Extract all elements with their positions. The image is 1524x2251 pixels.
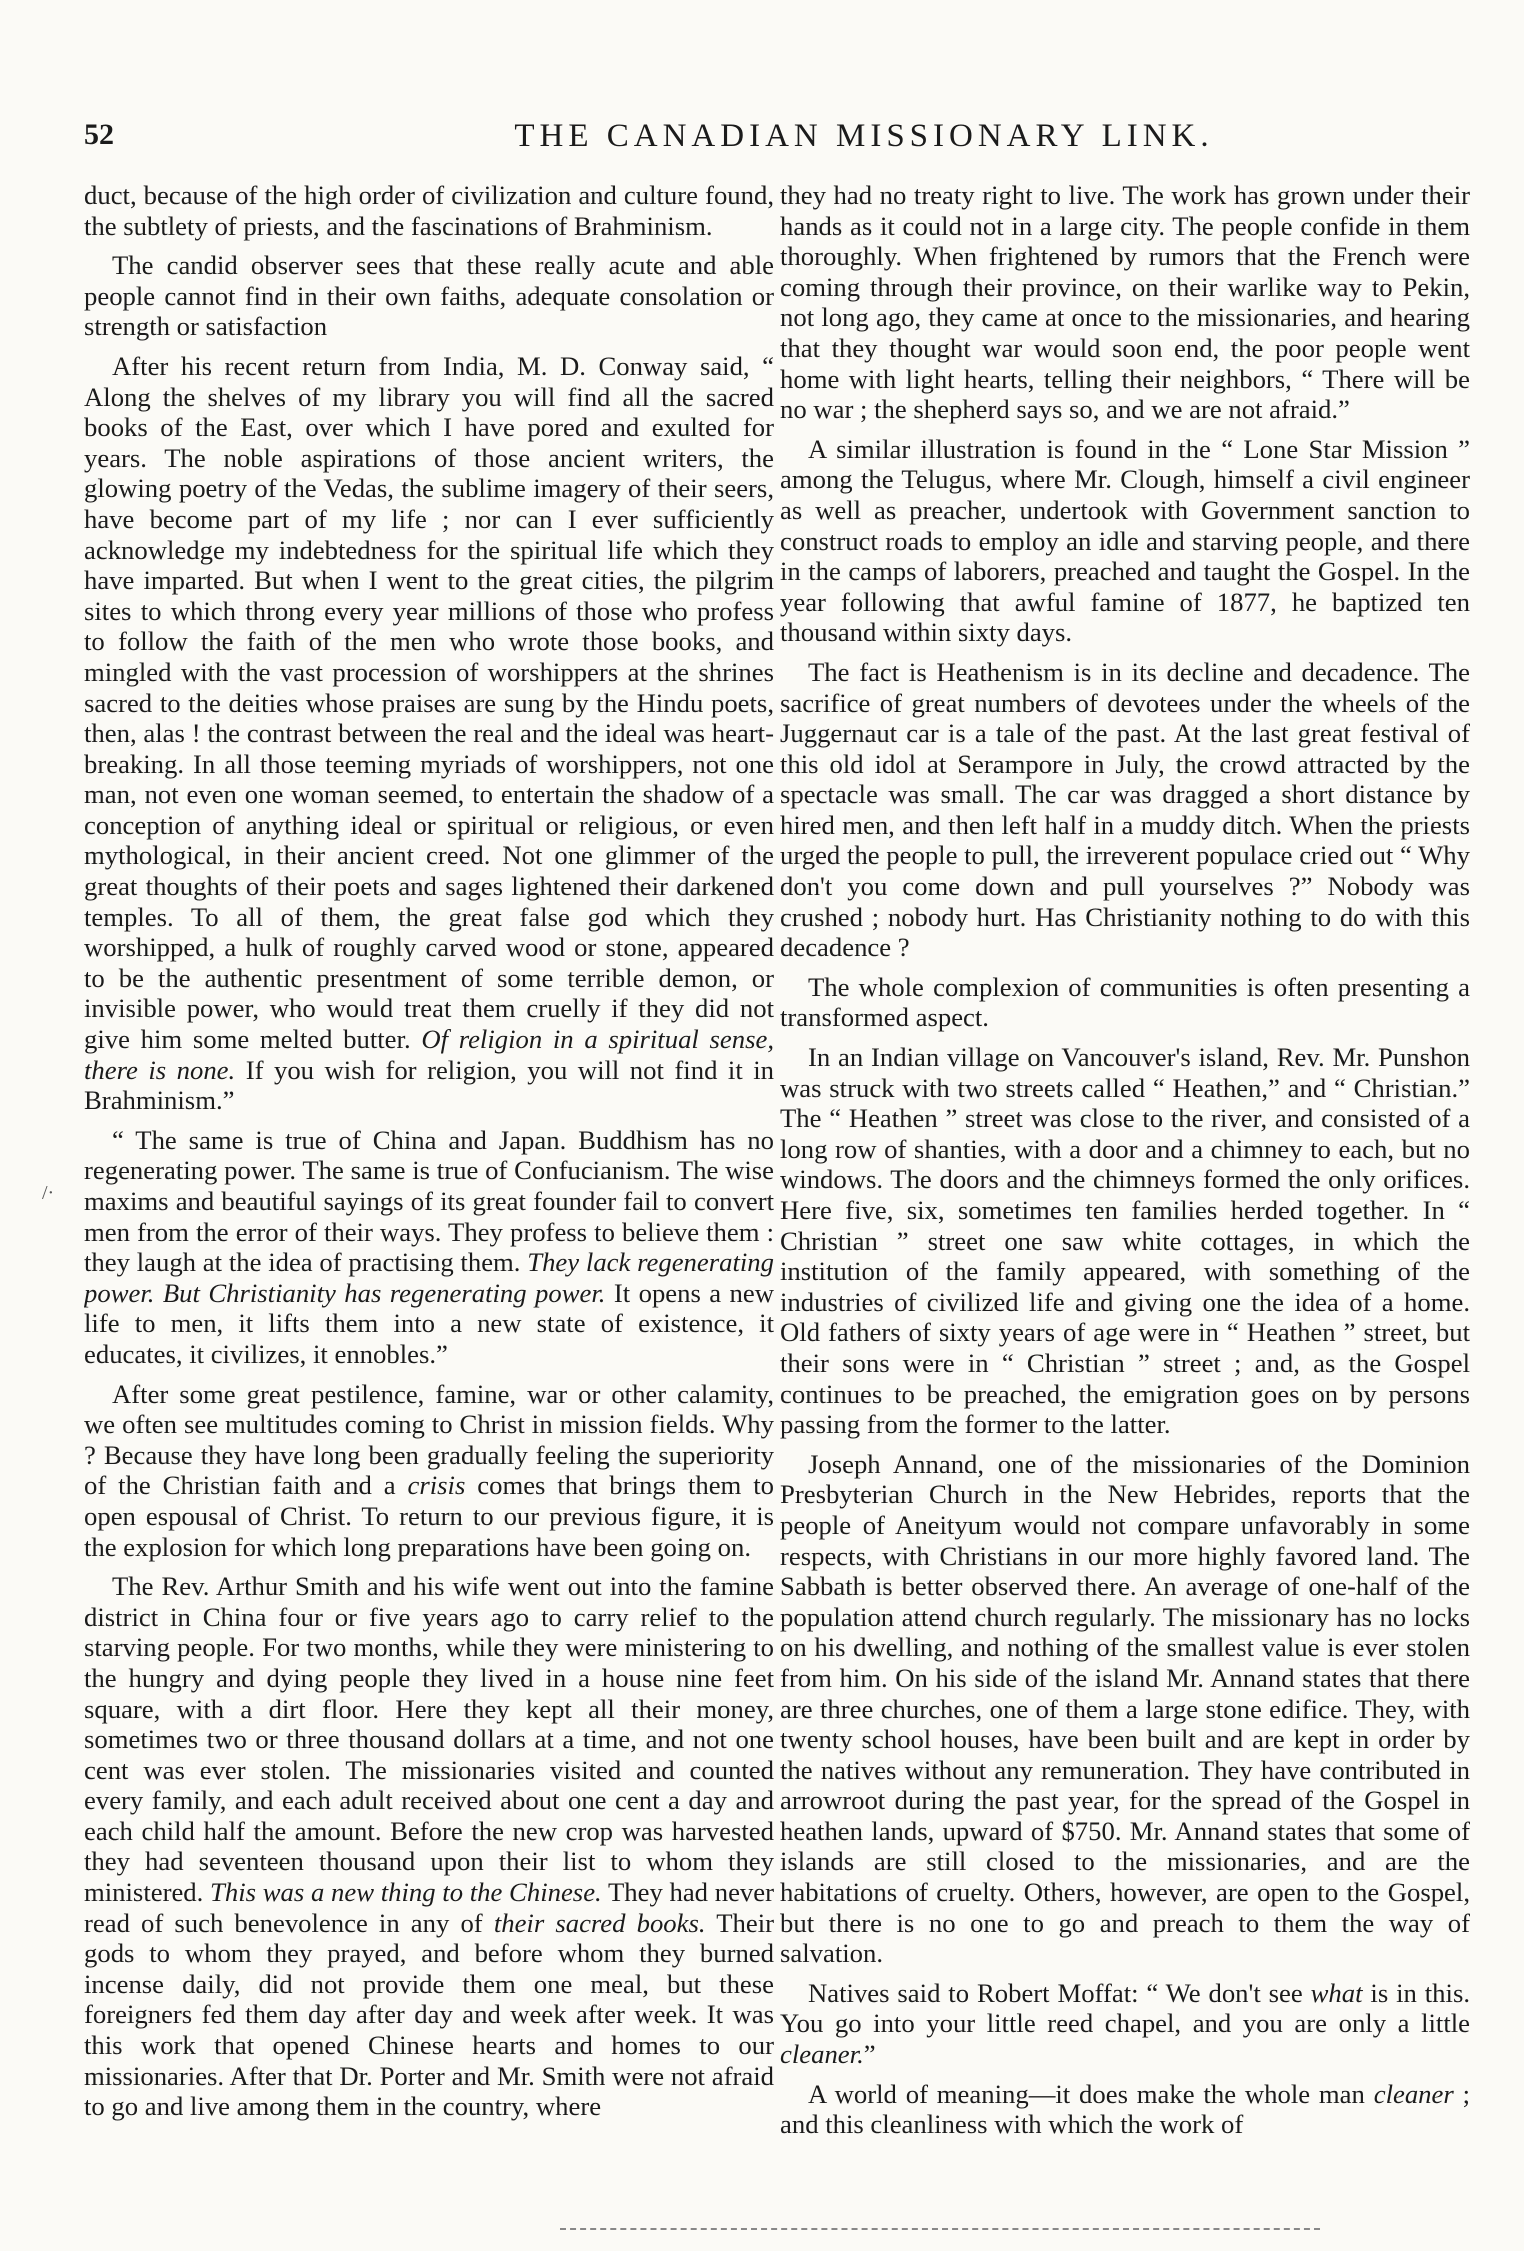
running-title: THE CANADIAN MISSIONARY LINK. — [514, 118, 1214, 154]
margin-mark: /· — [42, 1182, 55, 1204]
paragraph: A similar illustration is found in the “ Lone Star Mission ” among the Telugus, where Mr. Clough, himself a civil engineer as well as preacher, undertook with Government sanction to construct roads to employ an idle and starving people, and there in the camps of laborers, preached and taught the Gospel. In the year following that awful famine of 1877, he baptized ten thousand within sixty days. — [780, 433, 1470, 648]
paragraph: The candid observer sees that these really acute and able people cannot find in their own faiths, adequate consolation or strength or satisfaction — [84, 250, 774, 342]
paragraph — [84, 351, 774, 1116]
text-run: After some great pestilence, famine, war or other calamity, we often see multitudes coming to Christ in mission fields. Why ? Because they have long been gradually feeling the superiority of the Christian faith and a — [84, 1378, 774, 1501]
text-run: They had never read of such benevolence in any of — [84, 1877, 774, 1938]
page-header — [84, 118, 1464, 168]
italic-run: cleaner — [1373, 2078, 1454, 2109]
text-run: Their gods to whom they prayed, and before whom they burned incense daily, did not provide them one meal, but these foreigners fed them day after day and week after week. It was this work that opened Chinese hearts and homes to our missionaries. After that Dr. Porter and Mr. Smith were not afraid to go and live among them in the country, where — [84, 1907, 774, 2122]
footer-rule — [560, 2228, 1320, 2230]
text-run: A world of meaning—it does make the whole man — [808, 2078, 1365, 2109]
italic-run: This was a new thing to the Chinese. — [210, 1877, 602, 1908]
text-run: It opens a new life to men, it lifts them into a new state of existence, it educates, it civilizes, it ennobles.” — [84, 1277, 774, 1369]
paragraph — [780, 1978, 1470, 2070]
italic-run: what — [1310, 1977, 1363, 2008]
text-run: ” — [863, 2039, 876, 2070]
paragraph — [780, 2079, 1470, 2140]
text-run: After his recent return from India, M. D. Conway said, “ Along the shelves of my library you will find all the sacred books of the East, over which I have pored and exulted for years. The noble aspirations of those ancient writers, the glowing poetry of the Vedas, the sublime imagery of their seers, have become part of my life ; nor can I ever sufficiently acknowledge my indebtedness for the spiritual life which they have imparted. But when I went to the great cities, the pilgrim sites to which throng every year millions of those who profess to follow the faith of the men who wrote those books, and mingled with the vast procession of worshippers at the shrines sacred to the deities whose praises are sung by the Hindu poets, then, alas ! the contrast between the real and the ideal was heart-breaking. In all those teeming myriads of worshippers, not one man, not even one woman seemed, to entertain the shadow of a conception of anything ideal or spiritual or religious, or even mythological, in their ancient creed. Not one glimmer of the great thoughts of their poets and sages lightened their darkened temples. To all of them, the great false god which they worshipped, a hulk of roughly carved wood or stone, appeared to be the authentic presentment of some terrible demon, or invisible power, who would treat them cruelly if they did not give him some melted butter. — [84, 350, 774, 1055]
paragraph: The fact is Heathenism is in its decline and decadence. The sacrifice of great numbers of devotees under the wheels of the Juggernaut car is a tale of the past. At the last great festival of this old idol at Serampore in July, the crowd attracted by the spectacle was small. The car was dragged a short distance by hired men, and then left half in a muddy ditch. When the priests urged the people to pull, the irreverent populace cried out “ Why don't you come down and pull yourselves ?” Nobody was crushed ; nobody hurt. Has Christianity nothing to do with this decadence ? — [780, 656, 1470, 963]
paragraph — [84, 1379, 774, 1563]
italic-run: their sacred books. — [493, 1907, 706, 1938]
text-run: “ The same is true of China and Japan. Buddhism has no regenerating power. The same is true of Confucianism. The wise maxims and beautiful sayings of its great founder fail to convert men from the error of their ways. They profess to believe them : they laugh at the idea of practising them. — [84, 1124, 774, 1278]
text-run: is in this. You go into your little reed chapel, and you are only a little — [780, 1977, 1470, 2039]
text-run: comes that brings them to open espousal of Christ. To return to our previous figure, it is the explosion for which long preparations have been going on. — [84, 1470, 774, 1562]
italic-run: Of religion in a spiritual sense, there is none. — [84, 1024, 774, 1085]
italic-run: crisis — [407, 1470, 466, 1501]
italic-run: They lack regenerating power. But Christianity has regenerating power. — [84, 1247, 774, 1308]
paragraph: duct, because of the high order of civilization and culture found, the subtlety of priests, and the fascinations of Brahminism. — [84, 180, 774, 241]
italic-run: cleaner. — [780, 2039, 864, 2070]
paragraph: Joseph Annand, one of the missionaries of the Dominion Presbyterian Church in the New Hebrides, reports that the people of Aneityum would not compare unfavorably in some respects, with Christians in our more highly favored land. The Sabbath is better observed there. An average of one-half of the population attend church regularly. The missionary has no locks on his dwelling, and nothing of the smallest value is ever stolen from him. On his side of the island Mr. Annand states that there are three churches, one of them a large stone edifice. They, with twenty school houses, have been built and are kept in order by the natives without any remuneration. They have contributed in arrowroot during the past year, for the spread of the Gospel in heathen lands, upward of $750. Mr. Annand states that some of islands are still closed to the missionaries, and are the habitations of cruelty. Others, however, are open to the Gospel, but there is no one to go and preach to them the way of salvation. — [780, 1448, 1470, 1969]
text-run: Natives said to Robert Moffat: “ We don't see — [808, 1977, 1303, 2008]
paragraph: they had no treaty right to live. The work has grown under their hands as it could not in a large city. The people confide in them thoroughly. When frightened by rumors that the French were coming through their province, on their warlike way to Pekin, not long ago, they came at once to the missionaries, and hearing that they thought war would soon end, the poor people went home with light hearts, telling their neighbors, “ There will be no war ; the shepherd says so, and we are not afraid.” — [780, 180, 1470, 425]
text-run: If you wish for religion, you will not find it in Brahminism.” — [84, 1054, 774, 1116]
text-run: ; and this cleanliness with which the work of — [780, 2078, 1470, 2140]
paragraph — [84, 1571, 774, 2122]
left-column — [84, 180, 774, 2150]
paragraph — [84, 1125, 774, 1370]
page-number: 52 — [84, 118, 114, 151]
text-run: The Rev. Arthur Smith and his wife went out into the famine district in China four or five years ago to carry relief to the starving people. For two months, while they were ministering to the hungry and dying people they lived in a house nine feet square, with a dirt floor. Here they kept all their money, sometimes two or three thousand dollars at a time, and not one cent was ever stolen. The missionaries visited and counted every family, and each adult received about one cent a day and each child half the amount. Before the new crop was harvested they had seventeen thousand upon their list to whom they ministered. — [84, 1571, 774, 1908]
paragraph: The whole complexion of communities is often presenting a transformed aspect. — [780, 971, 1470, 1033]
right-column — [780, 180, 1470, 2150]
paragraph: In an Indian village on Vancouver's island, Rev. Mr. Punshon was struck with two streets called “ Heathen,” and “ Christian.” The “ Heathen ” street was close to the river, and consisted of a long row of shanties, with a door and a chimney to each, but no windows. The doors and the chimneys formed the only orifices. Here five, six, sometimes ten families herded together. In “ Christian ” street one saw white cottages, in which the institution of the family appeared, with something of the industries of civilized life and giving one the idea of a home. Old fathers of sixty years of age were in “ Heathen ” street, but their sons were in “ Christian ” street ; and, as the Gospel continues to be preached, the emigration goes on by persons passing from the former to the latter. — [780, 1042, 1470, 1440]
